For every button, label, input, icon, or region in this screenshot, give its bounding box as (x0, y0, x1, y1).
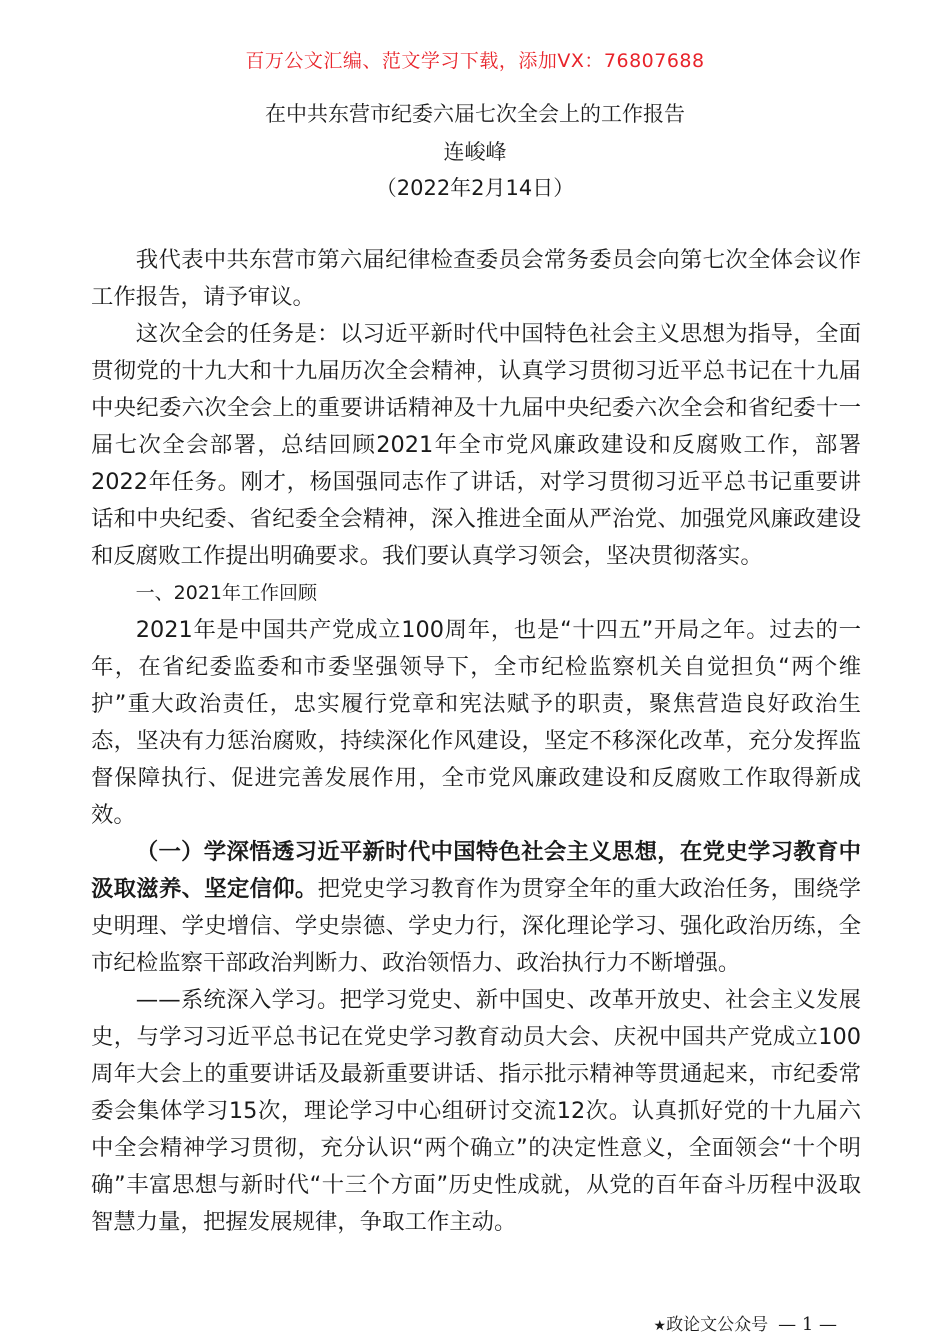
subsection-heading-one: （一）学深悟透习近平新时代中国特色社会主义思想，在党史学习教育中汲取滋养、坚定信仰。 (91, 839, 861, 902)
star-icon: ★ (653, 1318, 667, 1334)
section-heading-review: 一、2021年工作回顾 (135, 582, 317, 604)
page-number: — 1 — (778, 1314, 837, 1335)
paragraph-task: 这次全会的任务是：以习近平新时代中国特色社会主义思想为指导，全面贯彻党的十九大和十九届历次全会精神，认真学习贯彻习近平总书记在十九届中央纪委六次全会上的重要讲话精神及十九届中央纪委六次全会和省纪委十一届七次全会部署，总结回顾2021年全市党风廉政建设和反腐败工作，部署2022年任务。刚才，杨国强同志作了讲话，对学习贯彻习近平总书记重要讲话和中央纪委、省纪委全会精神，深入推进全面从严治党、加强党风廉政建设和反腐败工作提出明确要求。我们要认真学习领会，坚决贯彻落实。 (91, 321, 861, 569)
page-footer (654, 1310, 837, 1335)
paragraph-systematic-study: ——系统深入学习。把学习党史、新中国史、改革开放史、社会主义发展史，与学习习近平总书记在党史学习教育动员大会、庆祝中国共产党成立100周年大会上的重要讲话及最新重要讲话、指示批示精神等贯通起来，市纪委常委会集体学习15次，理论学习中心组研讨交流12次。认真抓好党的十九届六中全会精神学习贯彻，充分认识“两个确立”的决定性意义，全面领会“十个明确”丰富思想与新时代“十三个方面”历史性成就，从党的百年奋斗历程中汲取智慧力量，把握发展规律，争取工作主动。 (91, 987, 861, 1235)
subsection-one-text: 把党史学习教育作为贯穿全年的重大政治任务，围绕学史明理、学史增信、学史崇德、学史力行，深化理论学习、强化政治历练，全市纪检监察干部政治判断力、政治领悟力、政治执行力不断增强。 (91, 876, 862, 976)
paragraph-review: 2021年是中国共产党成立100周年，也是“十四五”开局之年。过去的一年，在省纪委监委和市委坚强领导下，全市纪检监察机关自觉担负“两个维护”重大政治责任，忠实履行党章和宪法赋予的职责，聚焦营造良好政治生态，坚决有力惩治腐败，持续深化作风建设，坚定不移深化改革，充分发挥监督保障执行、促进完善发展作用，全市党风廉政建设和反腐败工作取得新成效。 (91, 617, 861, 828)
report-body (91, 242, 861, 1241)
report-author: 连峻峰 (443, 140, 507, 164)
report-date: （2022年2月14日） (375, 176, 575, 200)
paragraph-intro: 我代表中共东营市第六届纪律检查委员会常务委员会向第七次全体会议作工作报告，请予审议。 (91, 247, 861, 310)
footer-source: 政论文公众号 (666, 1315, 769, 1335)
report-title: 在中共东营市纪委六届七次全会上的工作报告 (265, 102, 685, 126)
watermark-banner: 百万公文汇编、范文学习下载，添加VX：76807688 (245, 50, 705, 72)
paragraph-subsection-one (91, 834, 861, 982)
